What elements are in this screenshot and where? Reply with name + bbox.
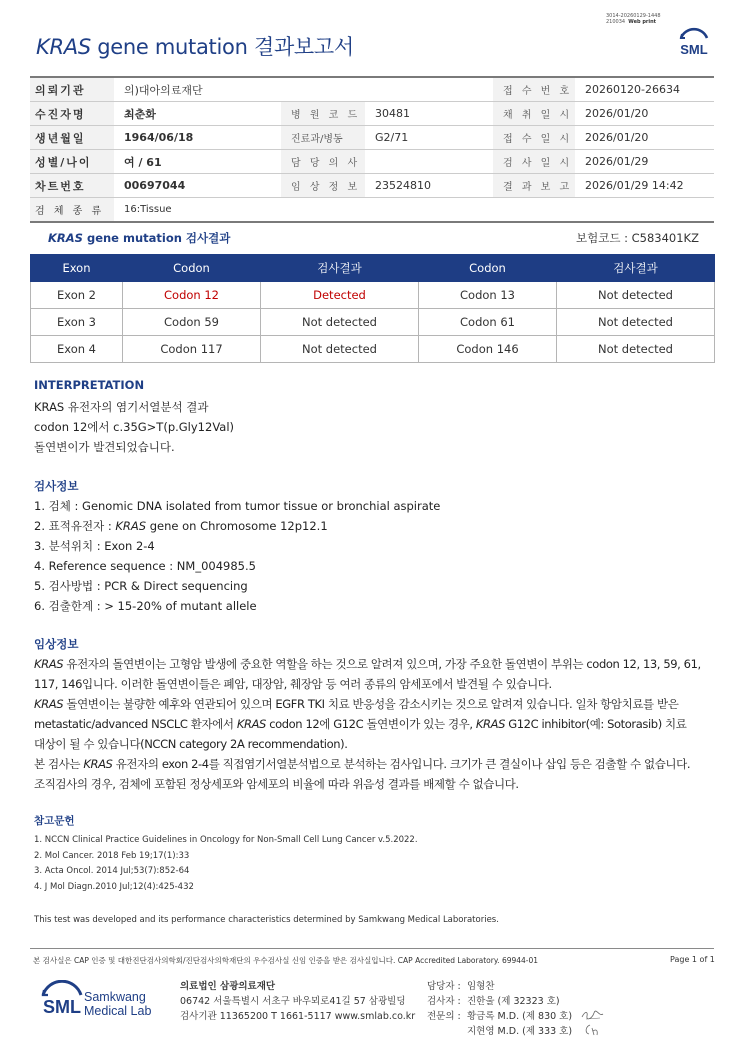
lab-note: This test was developed and its performance characteristics determined by Samkwang Medical Laboratories.	[34, 915, 499, 925]
clinical-text: KRAS 유전자의 돌연변이는 고형암 발생에 중요한 역할을 하는 것으로 알려져 있으며, 가장 주요한 돌연변이 부위는 codon 12, 13, 59, 61, 117, 146입니다. 이러한 돌연변이들은 폐암, 대장암, 췌장암 등 여러 종류의 암세포에서 발견될 수 있습니다. KRAS 돌연변이는 불량한 예후와 연관되어 있으며 EGFR TKI 치료 반응성을 감소시키는 것으로 알려져 있습니다. 일차 항암치료를 받은 metastatic/advanced NSCLC 환자에서 KRAS codon 12에 G12C 돌연변이가 있는 경우, KRAS G12C inhibitor(예: Sotorasib) 치료 대상이 될 수 있습니다(NCCN category 2A recommendation). 본 검사는 KRAS 유전자의 exon 2-4를 직접염기서열분석법으로 분석하는 검사입니다. 크기가 큰 결실이나 삽입 등은 검출할 수 없습니다. 조직검사의 경우, 검체에 포함된 정상세포와 암세포의 비율에 따라 위음성 결과를 배제할 수 없습니다.	[34, 657, 701, 791]
logo-name-line2: Medical Lab	[84, 1004, 152, 1018]
info-value: 30481	[365, 102, 493, 126]
staff-list	[427, 979, 572, 1039]
table-row	[31, 282, 715, 309]
samkwang-logo	[36, 980, 158, 1022]
page-title: KRAS gene mutation 결과보고서	[36, 35, 354, 59]
info-label: 수진자명	[30, 102, 114, 126]
table-cell: Not detected	[557, 309, 715, 336]
info-value: 2026/01/20	[575, 126, 714, 150]
info-value: 2026/01/29	[575, 150, 714, 174]
info-label: 성별/나이	[30, 150, 114, 174]
sml-footer-logo-icon	[36, 980, 88, 1022]
table-cell: Not detected	[261, 336, 419, 363]
table-cell: Codon 146	[419, 336, 557, 363]
logo-name-line1: Samkwang	[84, 990, 146, 1004]
info-value: 00697044	[114, 174, 281, 198]
info-label: 병 원 코 드	[281, 102, 365, 126]
info-label: 생년월일	[30, 126, 114, 150]
organization-info: 의료법인 삼광의료재단 06742 서울특별시 서초구 바우뫼로41길 57 삼광빌딩 검사기관 11365200 T 1661-5117 www.smlab.co.kr	[180, 981, 416, 1022]
info-value: 여 / 61	[114, 150, 281, 174]
info-label: 결 과 보 고	[493, 174, 575, 198]
table-cell: Exon 3	[31, 309, 123, 336]
table-row	[31, 309, 715, 336]
references-heading: 참고문헌	[34, 815, 75, 827]
info-row	[30, 126, 714, 150]
info-label: 진료과/병동	[281, 126, 365, 150]
table-cell: Detected	[261, 282, 419, 309]
info-value: 1964/06/18	[114, 126, 281, 150]
signature-icon	[580, 1008, 606, 1022]
info-row	[30, 102, 714, 126]
info-label: 접 수 일 시	[493, 126, 575, 150]
list-item: 2. Mol Cancer. 2018 Feb 19;17(1):33	[34, 850, 190, 861]
info-label: 검 사 일 시	[493, 150, 575, 174]
footer-divider	[30, 948, 714, 949]
list-item: 4. J Mol Diagn.2010 Jul;12(4):425-432	[34, 881, 194, 892]
result-header: Exon	[31, 255, 123, 282]
result-table	[30, 254, 715, 363]
info-row	[30, 77, 714, 102]
clinical-heading: 임상정보	[34, 637, 79, 651]
sml-logo-text: SML	[680, 42, 708, 57]
info-value: 최춘화	[114, 102, 281, 126]
info-label: 채 취 일 시	[493, 102, 575, 126]
result-header: Codon	[123, 255, 261, 282]
list-item: 1. NCCN Clinical Practice Guidelines in Oncology for Non-Small Cell Lung Cancer v.5.2022.	[34, 835, 418, 845]
table-cell: Exon 4	[31, 336, 123, 363]
sml-footer-logo-text: SML	[43, 997, 81, 1017]
info-value: 2026/01/29 14:42	[575, 174, 714, 198]
info-value: 23524810	[365, 174, 493, 198]
list-item: 전문의 : 황금록 M.D. (제 830 호)	[427, 1011, 573, 1022]
info-value: 16:Tissue	[114, 198, 714, 223]
test-info-heading: 검사정보	[34, 479, 79, 493]
list-item: 지현영 M.D. (제 333 호)	[467, 1026, 573, 1037]
certification-note: 본 검사실은 CAP 인증 및 대한진단검사의학회/진단검사의학재단의 우수검사실 신임 인증을 받은 검사실입니다. CAP Accredited Laboratory. 69944-01	[33, 956, 539, 965]
info-label: 접 수 번 호	[493, 77, 575, 102]
report-code: 3014-20260129-1448 210034 Web print	[606, 13, 661, 25]
info-value: 20260120-26634	[575, 77, 714, 102]
info-label: 차트번호	[30, 174, 114, 198]
table-cell: Codon 13	[419, 282, 557, 309]
list-item: 검사자 : 진한울 (제 32323 호)	[427, 996, 560, 1007]
list-item: 담당자 : 임형찬	[427, 981, 495, 992]
table-cell: Exon 2	[31, 282, 123, 309]
info-value: 2026/01/20	[575, 102, 714, 126]
interpretation-text: KRAS 유전자의 염기서열분석 결과 codon 12에서 c.35G>T(p.Gly12Val) 돌연변이가 발견되었습니다.	[34, 400, 235, 454]
result-section-title: KRAS gene mutation 검사결과	[48, 231, 231, 245]
table-cell: Codon 117	[123, 336, 261, 363]
table-cell: Not detected	[557, 336, 715, 363]
info-value	[365, 150, 493, 174]
result-header: 검사결과	[261, 255, 419, 282]
result-header: 검사결과	[557, 255, 715, 282]
table-cell: Codon 12	[123, 282, 261, 309]
page-number: Page 1 of 1	[670, 955, 715, 964]
info-label: 검 체 종 류	[30, 198, 114, 223]
result-header: Codon	[419, 255, 557, 282]
info-value: 의)대아의료재단	[114, 77, 493, 102]
info-label: 임 상 정 보	[281, 174, 365, 198]
insurance-code: 보험코드 : C583401KZ	[576, 231, 699, 245]
info-row	[30, 150, 714, 174]
info-label: 담 당 의 사	[281, 150, 365, 174]
info-row	[30, 174, 714, 198]
table-cell: Not detected	[557, 282, 715, 309]
result-header-row	[31, 255, 715, 282]
interpretation-heading: INTERPRETATION	[34, 378, 145, 392]
table-cell: Not detected	[261, 309, 419, 336]
list-item: 3. Acta Oncol. 2014 Jul;53(7):852-64	[34, 866, 190, 876]
references-list	[34, 833, 418, 895]
patient-info-table	[30, 76, 714, 223]
table-row	[31, 336, 715, 363]
signature-icon	[582, 1023, 602, 1037]
info-value: G2/71	[365, 126, 493, 150]
table-cell: Codon 61	[419, 309, 557, 336]
table-cell: Codon 59	[123, 309, 261, 336]
test-info-list: 1. 검체 : Genomic DNA isolated from tumor tissue or bronchial aspirate 2. 표적유전자 : KRAS gene on Chromosome 12p12.1 3. 분석위치 : Exon 2-4 4. Reference sequence : NM_004985.5 5. 검사방법 : PCR & Direct sequencing 6. 검출한계 : > 15-20% of mutant allele	[34, 499, 441, 613]
sml-logo-icon	[676, 27, 712, 61]
info-label: 의뢰기관	[30, 77, 114, 102]
info-row	[30, 198, 714, 223]
